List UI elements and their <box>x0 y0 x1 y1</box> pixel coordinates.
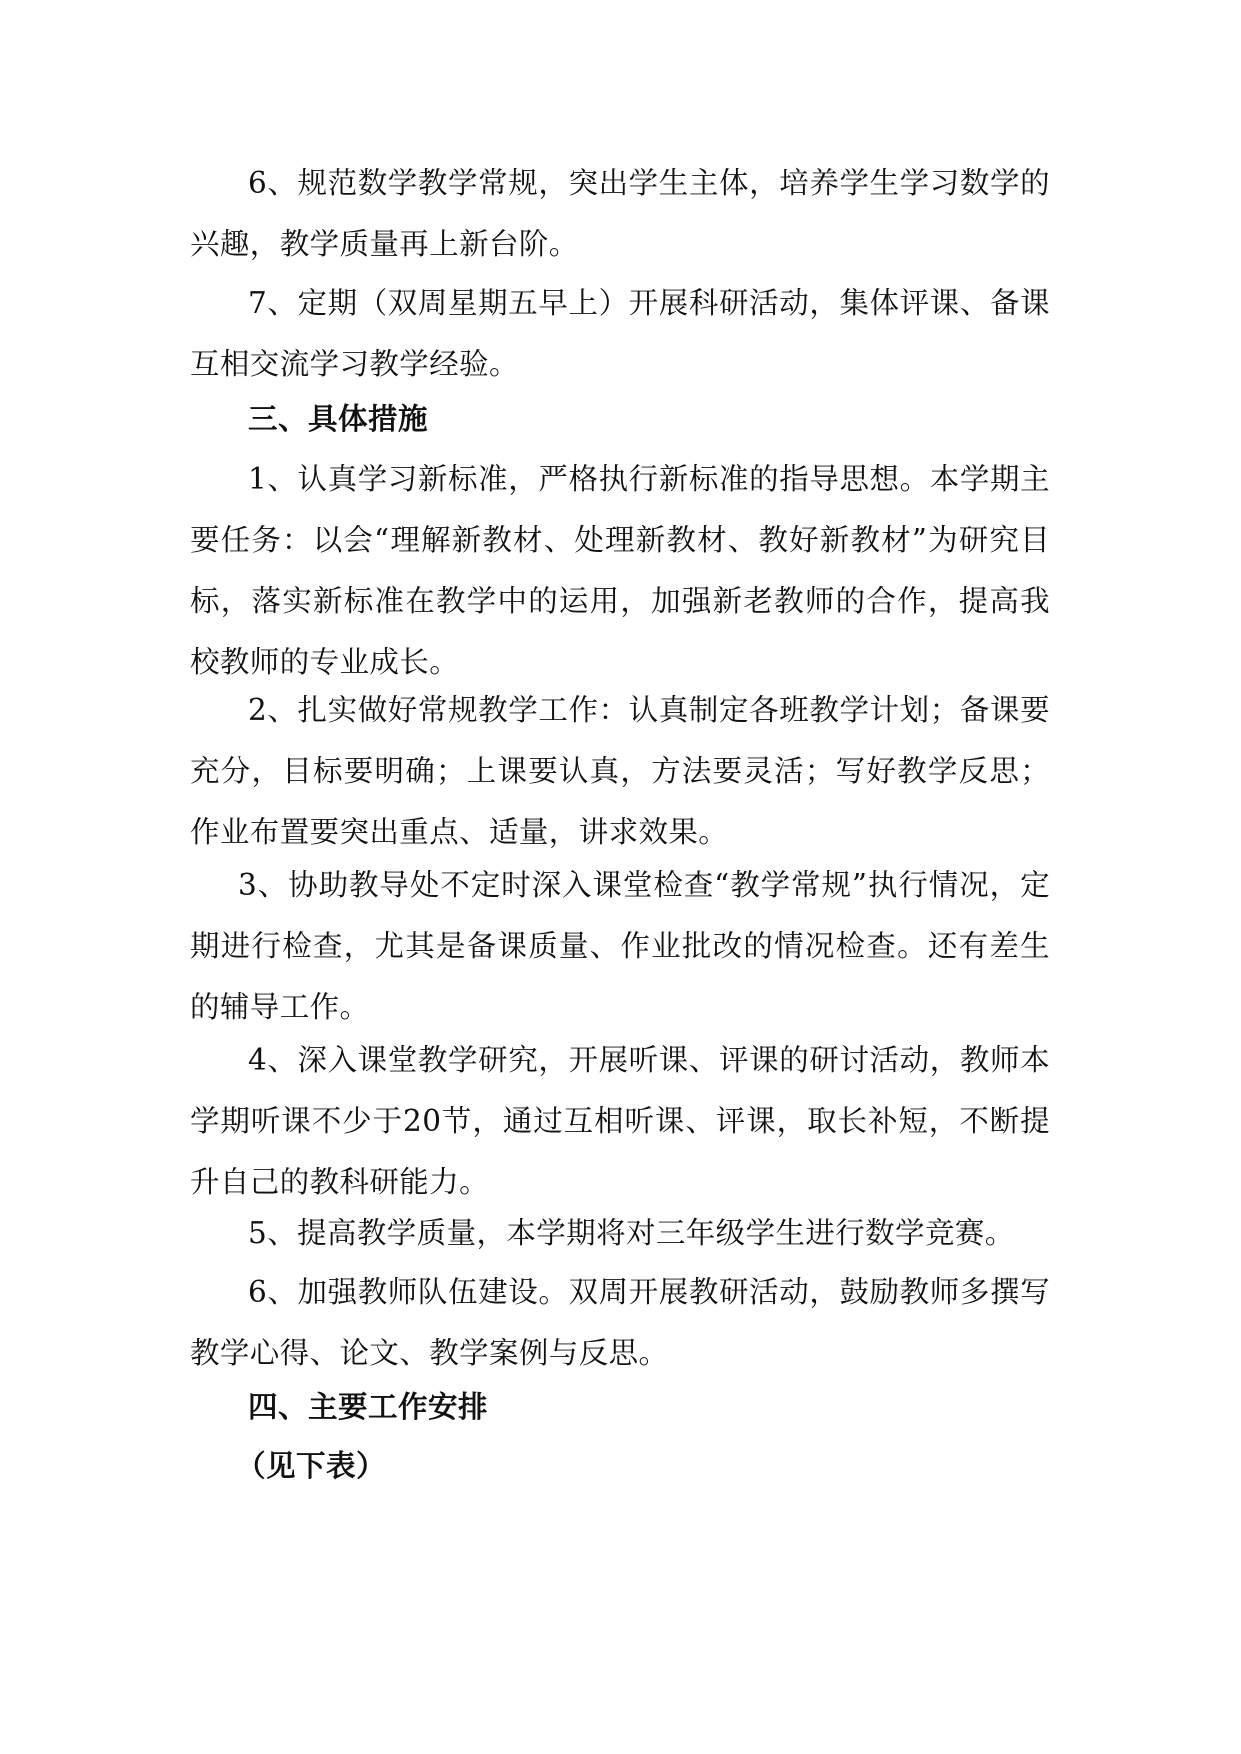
paragraph-measure-6: 6、加强教师队伍建设。双周开展教研活动，鼓励教师多撰写教学心得、论文、教学案例与反思。 <box>190 1275 1050 1370</box>
paragraph-measure-1: 1、认真学习新标准，严格执行新标准的指导思想。本学期主要任务：以会“理解新教材、处理新教材、教好新教材”为研究目标，落实新标准在教学中的运用，加强新老教师的合作，提高我校教师的专业成长。 <box>190 462 1050 679</box>
paragraph-measure-5: 5、提高教学质量，本学期将对三年级学生进行数学竞赛。 <box>248 1216 1015 1250</box>
paragraph-goal-6: 6、规范数学教学常规，突出学生主体，培养学生学习数学的兴趣，教学质量再上新台阶。 <box>190 166 1050 261</box>
see-table-note: （见下表） <box>236 1449 387 1483</box>
paragraph-measure-4: 4、深入课堂教学研究，开展听课、评课的研讨活动，教师本学期听课不少于20节，通过互相听课、评课，取长补短，不断提升自己的教科研能力。 <box>190 1043 1050 1199</box>
paragraph-measure-3: 3、协助教导处不定时深入课堂检查“教学常规”执行情况，定期进行检查，尤其是备课质量、作业批改的情况检查。还有差生的辅导工作。 <box>190 868 1050 1024</box>
paragraph-goal-7: 7、定期（双周星期五早上）开展科研活动，集体评课、备课互相交流学习教学经验。 <box>190 286 1050 381</box>
paragraph-measure-2: 2、扎实做好常规教学工作：认真制定各班教学计划；备课要充分，目标要明确；上课要认真，方法要灵活；写好教学反思；作业布置要突出重点、适量，讲求效果。 <box>190 693 1050 849</box>
section-heading-measures: 三、具体措施 <box>248 402 429 436</box>
section-heading-arrangement: 四、主要工作安排 <box>248 1390 489 1424</box>
